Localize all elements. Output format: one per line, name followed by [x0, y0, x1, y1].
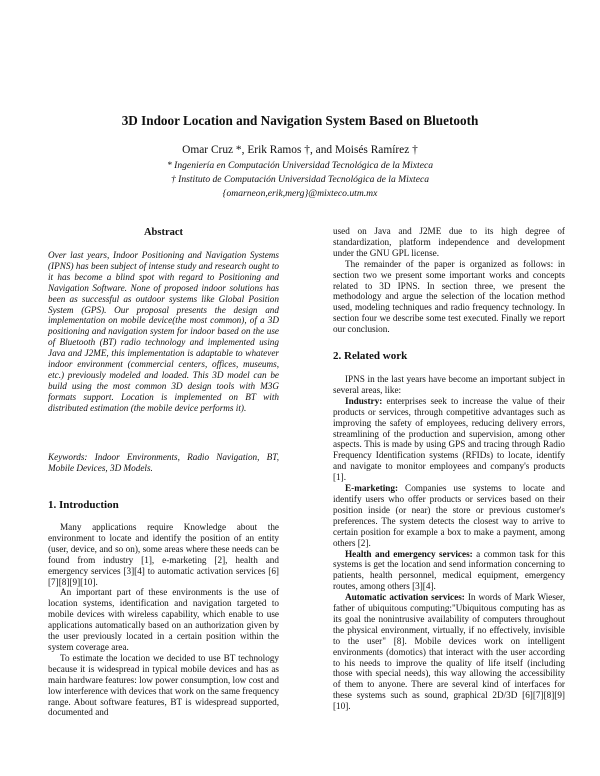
- intro-body: [48, 522, 279, 718]
- abstract-block: [48, 250, 279, 414]
- keywords-block: [48, 452, 279, 474]
- intro-paragraph: To estimate the location we decided to use BT technology because it is widespread in typical mobile devices and has as main hardware features: low power consumption, low cost and low interference with devices that work on the same frequency range. About software features, BT is widespread supported, documented and: [48, 652, 279, 718]
- intro-paragraph: Many applications require Knowledge about the environment to locate and identify the position of an entity (user, device, and so on), some areas where these needs can be found from industry [1], e-marketing [2], health and emergency services [3][4] to automatic activation services [6][7][8][9][10].: [48, 522, 279, 587]
- paper-title: 3D Indoor Location and Navigation System Based on Bluetooth: [121, 113, 479, 128]
- keywords-text: Keywords: Indoor Environments, Radio Navigation, BT, Mobile Devices, 3D Models.: [48, 452, 279, 473]
- affiliation-1: * Ingeniería en Computación Universidad Tecnológica de la Mixteca: [166, 160, 434, 171]
- related-intro: IPNS in the last years have become an important subject in several areas, like:: [333, 374, 565, 395]
- intro-continued-paragraph: used on Java and J2ME due to its high degree of standardization, platform independence and development under the GNU GPL license.: [333, 226, 565, 258]
- intro-heading: 1. Introduction: [48, 499, 119, 511]
- abstract-heading: Abstract: [143, 227, 184, 238]
- related-item-industry: Industry: enterprises seek to increase the value of their products or services, through competitive advantages such as improving the safety of employees, reducing delivery errors, streamlining of the production and supervision, among other aspects. This is made by using GPS and tracing through Radio Frequency Identification systems (RFIDs) to locate, identify and navigate to monitor employees and company's products [1].: [333, 395, 565, 483]
- organization-paragraph: The remainder of the paper is organized as follows: in section two we present some important works and concepts related to 3D IPNS. In section three, we present the methodology and argue the selection of the location method used, modeling techniques and radio frequency technology. In section four we describe some test executed. Finally we report our conclusion.: [333, 258, 565, 335]
- related-work-heading: 2. Related work: [333, 350, 408, 362]
- intro-paragraph: An important part of these environments is the use of location systems, identification and navigation targeted to mobile devices with wireless capability, which enable to use applications automatically based on an authorization given by the user previously located in a certain position within the system coverage area.: [48, 587, 279, 652]
- affiliation-2: † Instituto de Computación Universidad Tecnológica de la Mixteca: [170, 174, 430, 185]
- related-item-health: Health and emergency services: a common task for this systems is get the location and send information concerning to patients, health personnel, medical equipment, emergency routes, among others [3][4].: [333, 548, 565, 592]
- affiliation-email: {omarneon,erik,merg}@mixteco.utm.mx: [222, 188, 378, 199]
- abstract-text: Over last years, Indoor Positioning and Navigation Systems (IPNS) has been subject of intense study and research ought to it has become a blind spot with regard to Positioning and Navigation Software. None of proposed indoor solutions has been as successful as outdoor systems like Global Position System (GPS). Our proposal presents the design and implementation on mobile device(the most common), of a 3D positioning and navigation system for indoor based on the use of Bluetooth (BT) radio technology and implemented using Java and J2ME, this implementation is adaptable to whatever indoor environment (commercial centers, offices, museums, etc.) previously modeled and loaded. This 3D model can be build using the most common 3D design tools with M3G formats support. Location is implemented on BT with distributed estimation (the mobile device performs it).: [48, 250, 279, 413]
- paper-authors: Omar Cruz *, Erik Ramos †, and Moisés Ramírez †: [182, 144, 418, 156]
- related-item-emarketing: E-marketing: Companies use systems to locate and identify users who offer products or services based on their position inside (or near) the store or previous customer's preferences. The system detects the closest way to arrive to certain position for example a box to make a payment, among others [2].: [333, 483, 565, 548]
- related-item-automatic: Automatic activation services: In words of Mark Wieser, father of ubiquitous computing:"Ubiquitous computing has as its goal the nonintrusive availability of computers throughout the physical environment, virtually, if no effectively, invisible to the user" [8]. Mobile devices work on intelligent environments (domotics) that interact with the user according to his needs to improve the quality of life itself (including those with special needs), this way allowing the accessibility of them to anyone. There are several kind of interfaces for these systems such as sound, graphical 2D/3D [6][7][8][9][10].: [333, 592, 565, 712]
- related-work-body: [333, 374, 565, 712]
- right-column-top: [333, 226, 565, 335]
